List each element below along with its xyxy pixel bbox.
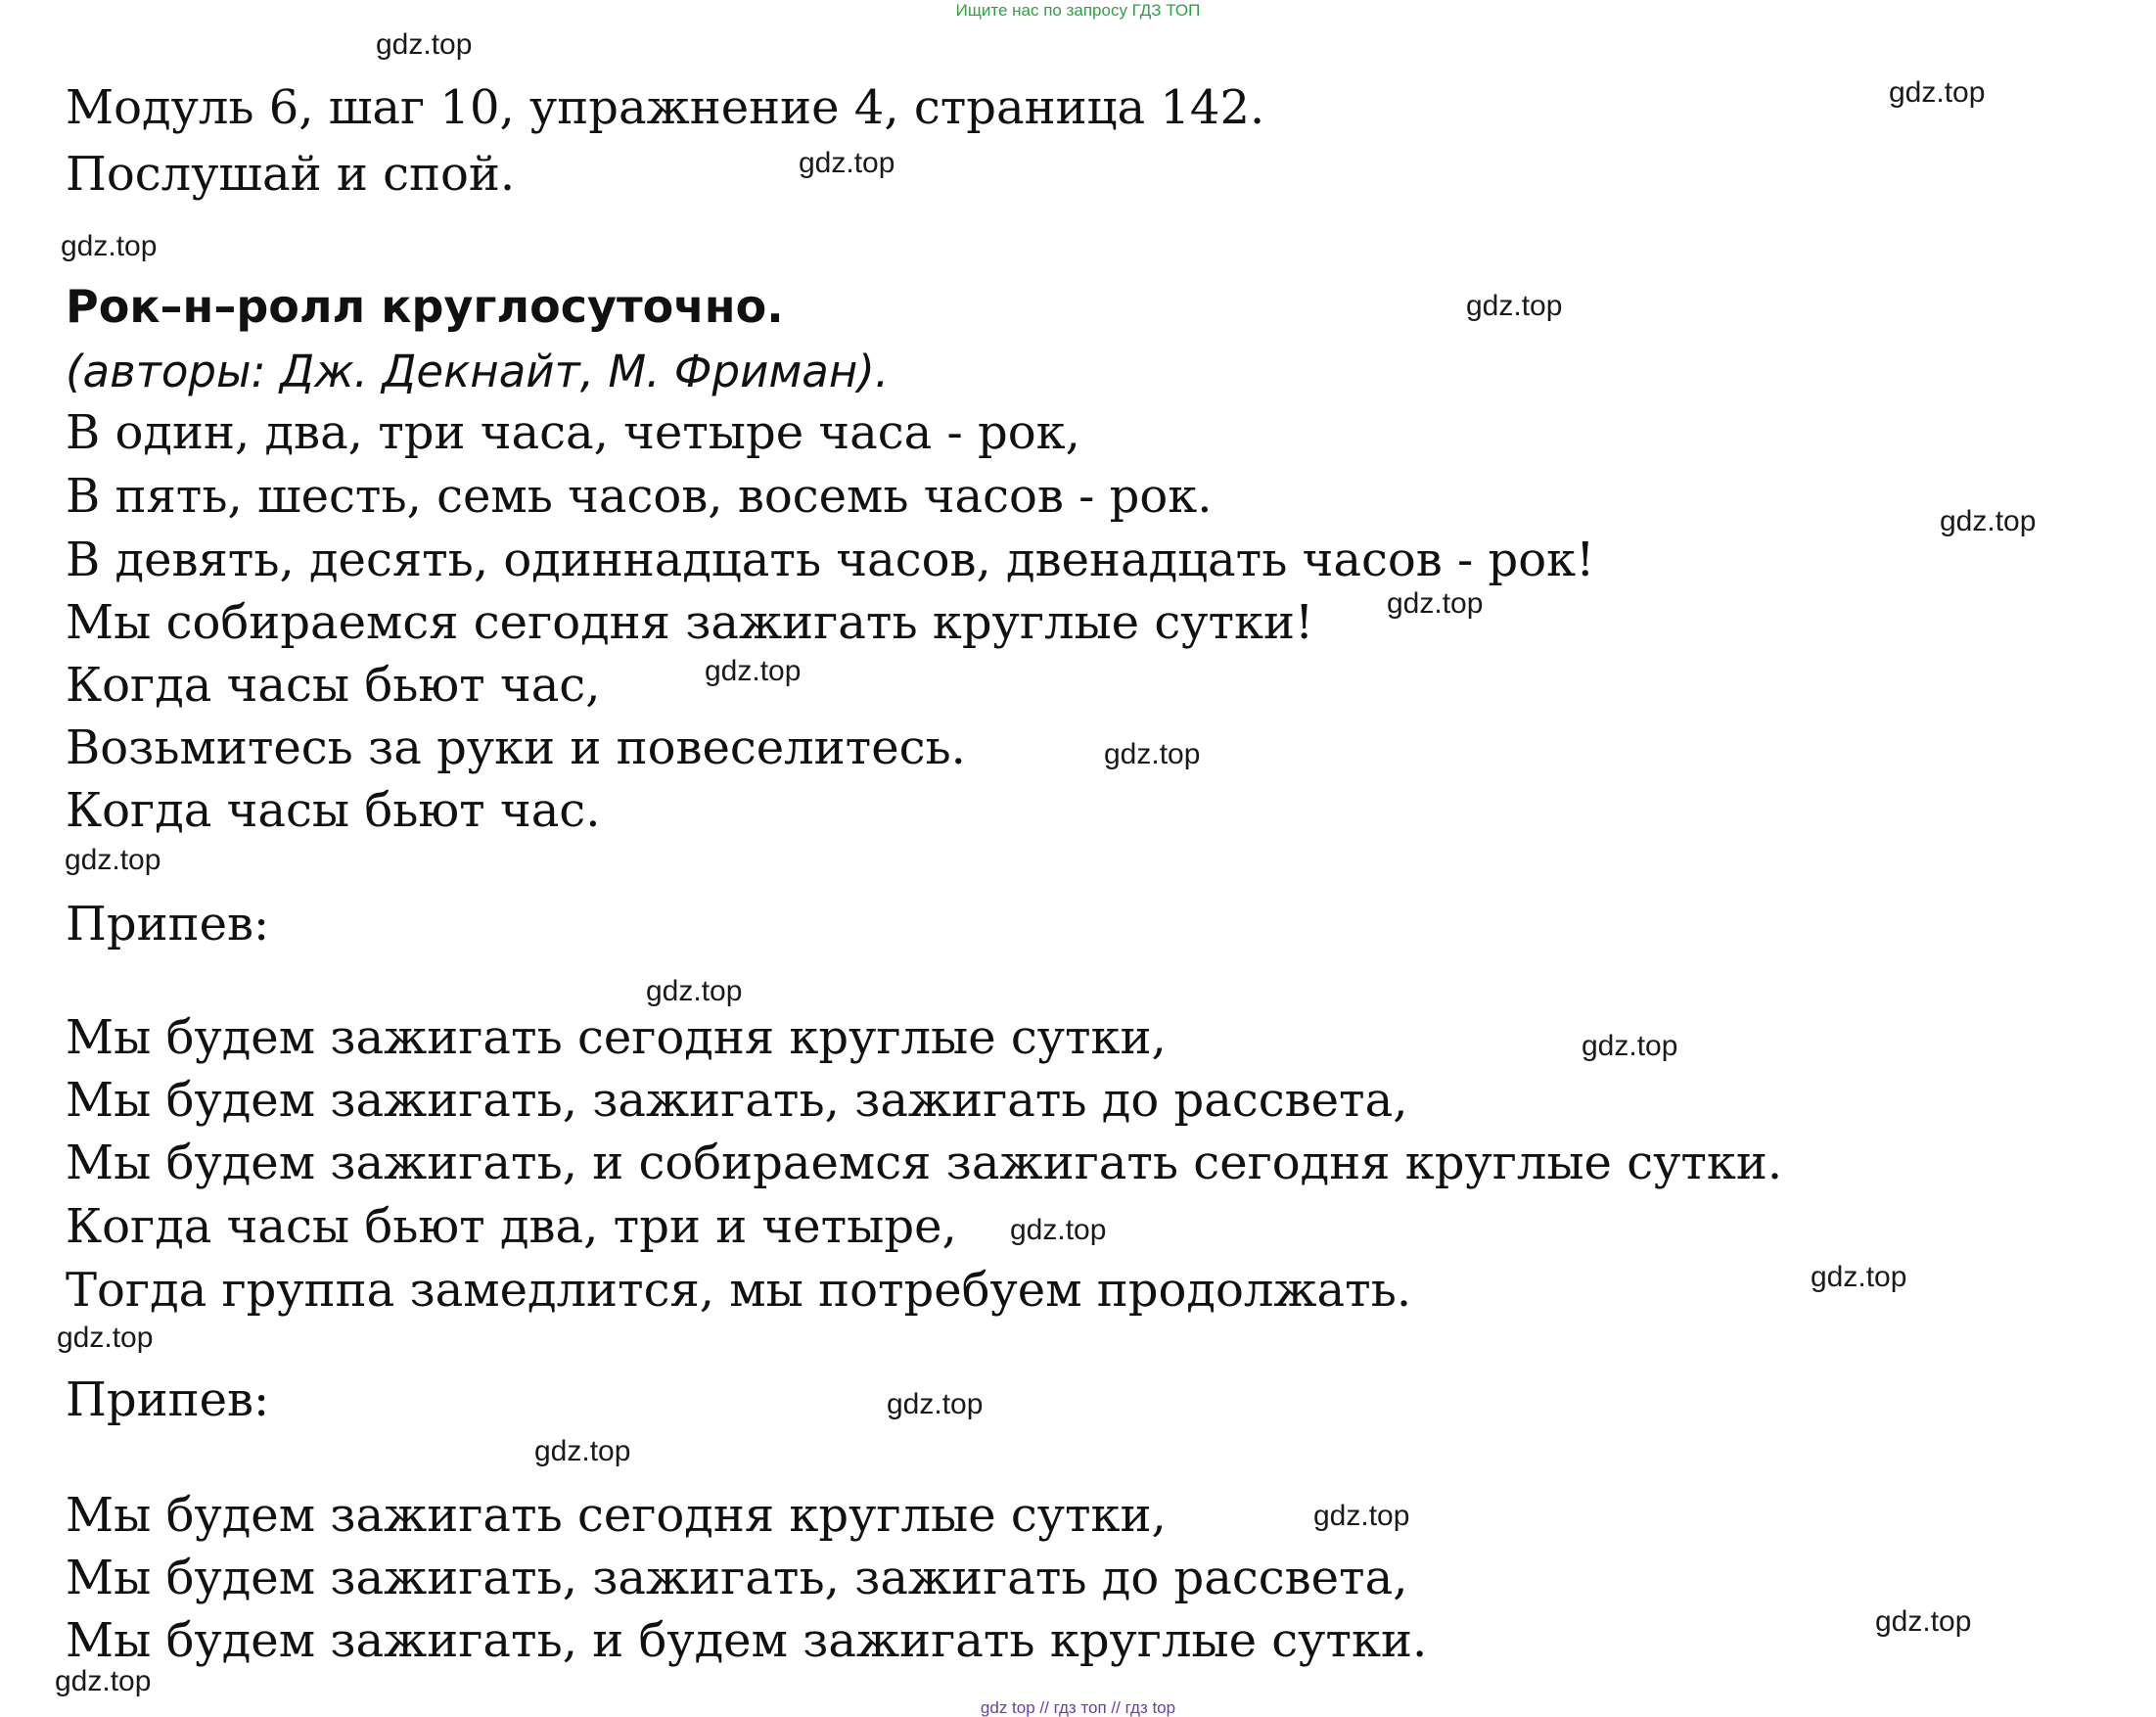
chorus1-line-2: Мы будем зажигать, зажигать, зажигать до рассвета, [66,1073,1408,1128]
chorus2-label: Припев: [66,1372,270,1427]
watermark: gdz.top [534,1435,631,1467]
chorus1-label: Припев: [66,897,270,951]
chorus2-line-2: Мы будем зажигать, зажигать, зажигать до рассвета, [66,1551,1408,1605]
song-authors: (авторы: Дж. Декнайт, М. Фриман). [66,346,890,397]
watermark: gdz.top [1875,1605,1972,1638]
song-title: Рок–н–ролл круглосуточно. [66,280,784,333]
chorus2-line-1: Мы будем зажигать сегодня круглые сутки, [66,1488,1167,1543]
verse1-line-3: В девять, десять, одиннадцать часов, двенадцать часов - рок! [66,533,1595,587]
watermark: gdz.top [1313,1500,1410,1532]
chorus1-line-1: Мы будем зажигать сегодня круглые сутки, [66,1010,1167,1065]
verse1-line-5: Когда часы бьют час, [66,658,601,713]
verse1-line-1: В один, два, три часа, четыре часа - рок, [66,405,1080,460]
watermark: gdz.top [1104,738,1201,770]
watermark: gdz.top [799,147,895,179]
watermark: gdz.top [1940,505,2037,537]
watermark: gdz.top [887,1388,984,1420]
watermark: gdz.top [55,1665,152,1697]
top-banner[interactable]: Ищите нас по запросу ГДЗ ТОП [955,1,1201,20]
watermark: gdz.top [376,28,473,61]
watermark: gdz.top [646,975,743,1007]
watermark: gdz.top [61,230,158,262]
watermark: gdz.top [65,844,161,876]
watermark: gdz.top [1582,1030,1678,1062]
verse1-line-4: Мы собираемся сегодня зажигать круглые сутки! [66,595,1314,650]
chorus1-line-3: Мы будем зажигать, и собираемся зажигать сегодня круглые сутки. [66,1136,1783,1190]
watermark: gdz.top [1811,1261,1907,1293]
verse1-line-2: В пять, шесть, семь часов, восемь часов - рок. [66,469,1213,524]
instruction-text: Послушай и спой. [66,147,516,202]
watermark: gdz.top [57,1322,154,1354]
exercise-title: Модуль 6, шаг 10, упражнение 4, страница 142. [66,80,1265,135]
watermark: gdz.top [1466,290,1563,322]
footer-links[interactable]: gdz top // гдз топ // гдз top [980,1698,1176,1717]
watermark: gdz.top [1010,1214,1107,1246]
watermark: gdz.top [1889,76,1986,109]
watermark: gdz.top [705,655,802,687]
chorus1-line-5: Тогда группа замедлится, мы потребуем продолжать. [66,1263,1412,1318]
verse1-line-7: Когда часы бьют час. [66,783,601,838]
watermark: gdz.top [1387,587,1484,620]
chorus2-line-3: Мы будем зажигать, и будем зажигать круглые сутки. [66,1613,1428,1668]
chorus1-line-4: Когда часы бьют два, три и четыре, [66,1199,957,1254]
verse1-line-6: Возьмитесь за руки и повеселитесь. [66,720,966,775]
